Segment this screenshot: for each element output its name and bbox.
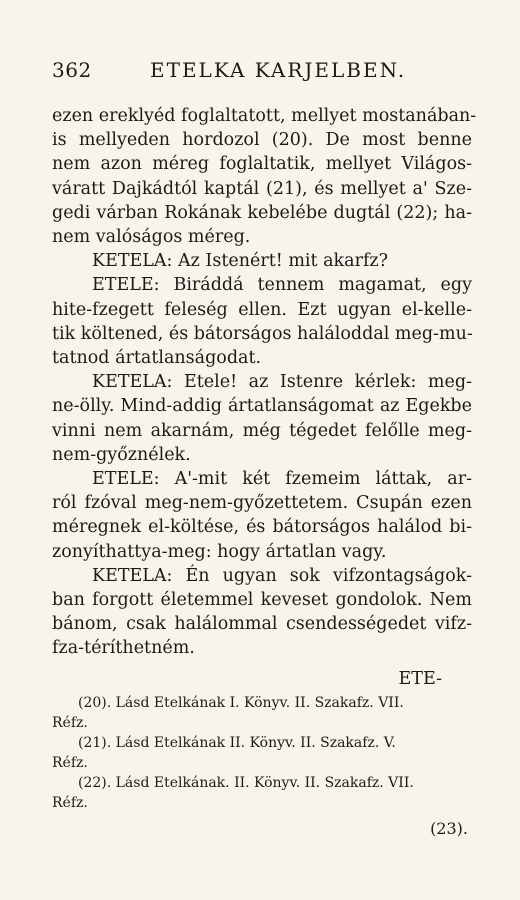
body-text	[52, 104, 477, 661]
text-line: tatnod ártatlanságodat.	[52, 348, 262, 369]
text-line: méregnek el-költése, és bátorságos halálod bi-	[52, 517, 472, 538]
text-line: hite-fzegett feleség ellen. Ezt ugyan el-kelle-	[52, 299, 472, 320]
text-line: bánom, csak halálommal csendességedet vifz-	[52, 614, 472, 635]
text-line: ne-ölly. Mind-addig ártatlanságomat az Egekbe	[52, 396, 472, 417]
text-line: nem valóságos méreg.	[52, 227, 251, 248]
footnote-line: (22). Lásd Etelkának. II. Könyv. II. Szakafz. VII.	[78, 774, 414, 791]
book-page	[52, 58, 477, 838]
footnote-line: Réfz.	[52, 714, 88, 731]
text-line: zonyíthattya-meg: hogy ártatlan vagy.	[52, 541, 387, 562]
footnotes	[52, 693, 472, 813]
text-line: vinni nem akarnám, még tégedet felőlle meg-	[52, 420, 472, 441]
footnote-line: (21). Lásd Etelkának II. Könyv. II. Szakafz. V.	[78, 734, 396, 751]
speaker-line: ETELE: A'-mit két fzemeim láttak, ar-	[92, 469, 472, 490]
speaker-line: KETELA: Az Istenért! mit akarfz?	[92, 251, 389, 272]
footnote-line: Réfz.	[52, 754, 88, 771]
text-line: nem-győznélek.	[52, 444, 191, 465]
text-line: nem azon méreg foglaltatik, mellyet Világos-	[52, 154, 472, 175]
text-line: is mellyeden hordozol (20). De most benne	[52, 130, 472, 151]
speaker-line: KETELA: Én ugyan sok vifzontagságok-	[92, 565, 472, 586]
text-line: ezen ereklyéd foglaltatott, mellyet mostanában-	[52, 106, 477, 126]
signature-mark: (23).	[430, 818, 468, 838]
speaker-line: KETELA: Etele! az Istenre kérlek: meg-	[92, 372, 472, 393]
speaker-line: ETELE: Biráddá tennem magamat, egy	[92, 275, 472, 296]
page-number: 362	[52, 58, 92, 82]
text-line: tik költened, és bátorságos haláloddal meg-mu-	[52, 323, 473, 344]
catchword: ETE-	[398, 668, 442, 689]
text-line: ban forgott életemmel keveset gondolok. Nem	[52, 590, 472, 611]
text-line: váratt Dajkádtól kaptál (21), és mellyet a' Sze-	[52, 178, 472, 199]
running-title: ETELKA KARJELBEN.	[150, 58, 407, 82]
text-line: fza-téríthetném.	[52, 638, 195, 659]
footnote-line: (20). Lásd Etelkának I. Könyv. II. Szakafz. VII.	[78, 694, 404, 711]
page-header	[52, 58, 472, 98]
text-line: gedi várban Rokának kebelébe dugtál (22); ha-	[52, 202, 472, 223]
text-line: ról fzóval meg-nem-győzettetem. Csupán ezen	[52, 493, 472, 514]
footnote-line: Réfz.	[52, 794, 88, 811]
